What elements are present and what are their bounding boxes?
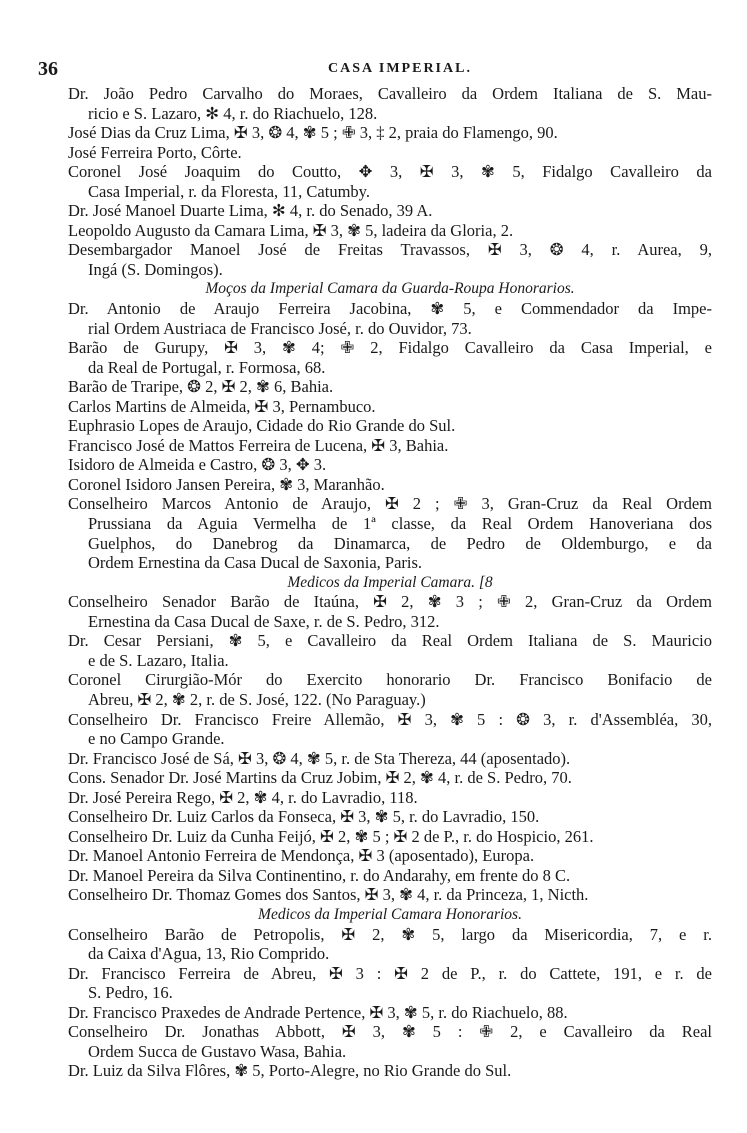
entry-line: Conselheiro Barão de Petropolis, ✠ 2, ✾ 5, largo da Misericordia, 7, e r.: [68, 924, 712, 944]
entry-line: Dr. João Pedro Carvalho do Moraes, Cavalleiro da Ordem Italiana de S. Mau-: [68, 84, 712, 103]
entry: [68, 925, 712, 964]
entry: [68, 768, 712, 788]
entry-line: Leopoldo Augusto da Camara Lima, ✠ 3, ✾ 5, ladeira da Gloria, 2.: [68, 220, 514, 240]
section-heading: Medicos da Imperial Camara. [8: [287, 573, 493, 591]
entry: [68, 123, 712, 143]
entry-line: Isidoro de Almeida e Castro, ❂ 3, ✥ 3.: [68, 455, 327, 475]
entry: [68, 866, 712, 886]
entry-line: Conselheiro Senador Barão de Itaúna, ✠ 2, ✾ 3 ; ✙ 2, Gran-Cruz da Ordem: [68, 592, 712, 612]
entry: [68, 885, 712, 905]
entry-line: rial Ordem Austriaca de Francisco José, r. do Ouvidor, 73.: [88, 318, 472, 338]
entry: [68, 143, 712, 163]
entry-line: Ordem Ernestina da Casa Ducal de Saxonia, Paris.: [88, 553, 423, 573]
entry-line: e de S. Lazaro, Italia.: [88, 650, 229, 670]
entry: [68, 397, 712, 417]
entry: [68, 162, 712, 201]
entry: [68, 670, 712, 709]
entry-line: Dr. José Pereira Rego, ✠ 2, ✾ 4, r. do Lavradio, 118.: [68, 787, 418, 807]
entry: [68, 964, 712, 1003]
entry-line: Barão de Gurupy, ✠ 3, ✾ 4; ✙ 2, Fidalgo Cavalleiro da Casa Imperial, e: [68, 338, 712, 358]
entry-line: Dr. Francisco José de Sá, ✠ 3, ❂ 4, ✾ 5, r. de Sta Thereza, 44 (aposentado).: [68, 748, 571, 768]
entry-line: ricio e S. Lazaro, ✻ 4, r. do Riachuelo, 128.: [88, 103, 378, 123]
entry: [68, 436, 712, 456]
entry-line: Guelphos, do Danebrog da Dinamarca, de Pedro de Oldemburgo, e da: [88, 533, 712, 553]
page-number: 36: [38, 58, 58, 80]
entry: [68, 827, 712, 847]
entry: [68, 846, 712, 866]
entry-line: Casa Imperial, r. da Floresta, 11, Catumby.: [88, 181, 370, 201]
entry-line: Dr. Manoel Pereira da Silva Continentino, r. do Andarahy, em frente do 8 C.: [68, 865, 571, 885]
entry: [68, 377, 712, 397]
entry: [68, 475, 712, 495]
entry-line: Ernestina da Casa Ducal de Saxe, r. de S. Pedro, 312.: [88, 611, 440, 631]
entry-line: Abreu, ✠ 2, ✾ 2, r. de S. José, 122. (No Paraguay.): [88, 689, 426, 709]
document-body: [68, 84, 712, 1081]
entry: [68, 338, 712, 377]
section: [68, 84, 712, 279]
section-heading: Medicos da Imperial Camara Honorarios.: [258, 905, 522, 923]
entry-line: Dr. Luiz da Silva Flôres, ✾ 5, Porto-Alegre, no Rio Grande do Sul.: [68, 1061, 512, 1081]
entry: [68, 84, 712, 123]
page-title: CASA IMPERIAL.: [328, 61, 472, 76]
entry-line: Dr. Manoel Antonio Ferreira de Mendonça, ✠ 3 (aposentado), Europa.: [68, 846, 535, 866]
section: [68, 573, 712, 905]
entry-line: Conselheiro Dr. Thomaz Gomes dos Santos, ✠ 3, ✾ 4, r. da Princeza, 1, Nicth.: [68, 885, 589, 905]
entry: [68, 710, 712, 749]
entry-line: Conselheiro Marcos Antonio de Araujo, ✠ 2 ; ✙ 3, Gran-Cruz da Real Ordem: [68, 494, 712, 514]
entry-line: Coronel Isidoro Jansen Pereira, ✾ 3, Maranhão.: [68, 474, 385, 494]
entry: [68, 201, 712, 221]
entry: [68, 592, 712, 631]
entry: [68, 1061, 712, 1081]
entry-line: Conselheiro Dr. Jonathas Abbott, ✠ 3, ✾ 5 : ✙ 2, e Cavalleiro da Real: [68, 1022, 712, 1042]
entry: [68, 749, 712, 769]
entry-line: da Real de Portugal, r. Formosa, 68.: [88, 357, 326, 377]
entry-line: Ordem Succa de Gustavo Wasa, Bahia.: [88, 1041, 347, 1061]
entry: [68, 494, 712, 572]
entry-line: da Caixa d'Agua, 13, Rio Comprido.: [88, 944, 330, 964]
entry-line: Ingá (S. Domingos).: [88, 259, 223, 279]
entry: [68, 807, 712, 827]
entry-line: Dr. Antonio de Araujo Ferreira Jacobina, ✾ 5, e Commendador da Impe-: [68, 299, 712, 319]
entry-line: Carlos Martins de Almeida, ✠ 3, Pernambuco.: [68, 396, 376, 416]
entry: [68, 455, 712, 475]
entry-line: Conselheiro Dr. Luiz da Cunha Feijó, ✠ 2, ✾ 5 ; ✠ 2 de P., r. do Hospicio, 261.: [68, 826, 594, 846]
page-header: [0, 58, 747, 82]
entry-line: Prussiana da Aguia Vermelha de 1ª classe, da Real Ordem Hanoveriana dos: [88, 514, 712, 534]
entry-line: Cons. Senador Dr. José Martins da Cruz Jobim, ✠ 2, ✾ 4, r. de S. Pedro, 70.: [68, 768, 572, 788]
entry: [68, 299, 712, 338]
entry: [68, 240, 712, 279]
entry-line: Barão de Traripe, ❂ 2, ✠ 2, ✾ 6, Bahia.: [68, 377, 334, 397]
entry-line: Dr. Cesar Persiani, ✾ 5, e Cavalleiro da Real Ordem Italiana de S. Mauricio: [68, 631, 712, 651]
entry-line: Conselheiro Dr. Luiz Carlos da Fonseca, ✠ 3, ✾ 5, r. do Lavradio, 150.: [68, 807, 540, 827]
entry-line: Conselheiro Dr. Francisco Freire Allemão, ✠ 3, ✾ 5 : ❂ 3, r. d'Assembléa, 30,: [68, 709, 712, 729]
entry: [68, 416, 712, 436]
entry-line: Dr. Francisco Praxedes de Andrade Pertence, ✠ 3, ✾ 5, r. do Riachuelo, 88.: [68, 1002, 568, 1022]
entry-line: Dr. Francisco Ferreira de Abreu, ✠ 3 : ✠ 2 de P., r. do Cattete, 191, e r. de: [68, 963, 712, 983]
entry-line: S. Pedro, 16.: [88, 983, 173, 1003]
entry: [68, 631, 712, 670]
section: [68, 279, 712, 572]
entry-line: e no Campo Grande.: [88, 729, 225, 749]
section: [68, 905, 712, 1081]
entry-line: Dr. José Manoel Duarte Lima, ✻ 4, r. do Senado, 39 A.: [68, 201, 433, 221]
section-heading: Moços da Imperial Camara da Guarda-Roupa Honorarios.: [205, 280, 575, 298]
entry-line: Euphrasio Lopes de Araujo, Cidade do Rio Grande do Sul.: [68, 416, 456, 436]
entry-line: Francisco José de Mattos Ferreira de Lucena, ✠ 3, Bahia.: [68, 435, 449, 455]
entry-line: José Ferreira Porto, Côrte.: [68, 142, 242, 162]
entry-line: Coronel José Joaquim do Coutto, ✥ 3, ✠ 3, ✾ 5, Fidalgo Cavalleiro da: [68, 162, 712, 182]
entry-line: José Dias da Cruz Lima, ✠ 3, ❂ 4, ✾ 5 ; ✙ 3, ‡ 2, praia do Flamengo, 90.: [68, 123, 558, 143]
entry: [68, 1022, 712, 1061]
entry: [68, 1003, 712, 1023]
entry: [68, 788, 712, 808]
entry: [68, 221, 712, 241]
entry-line: Coronel Cirurgião-Mór do Exercito honorario Dr. Francisco Bonifacio de: [68, 670, 712, 690]
entry-line: Desembargador Manoel José de Freitas Travassos, ✠ 3, ❂ 4, r. Aurea, 9,: [68, 240, 712, 260]
